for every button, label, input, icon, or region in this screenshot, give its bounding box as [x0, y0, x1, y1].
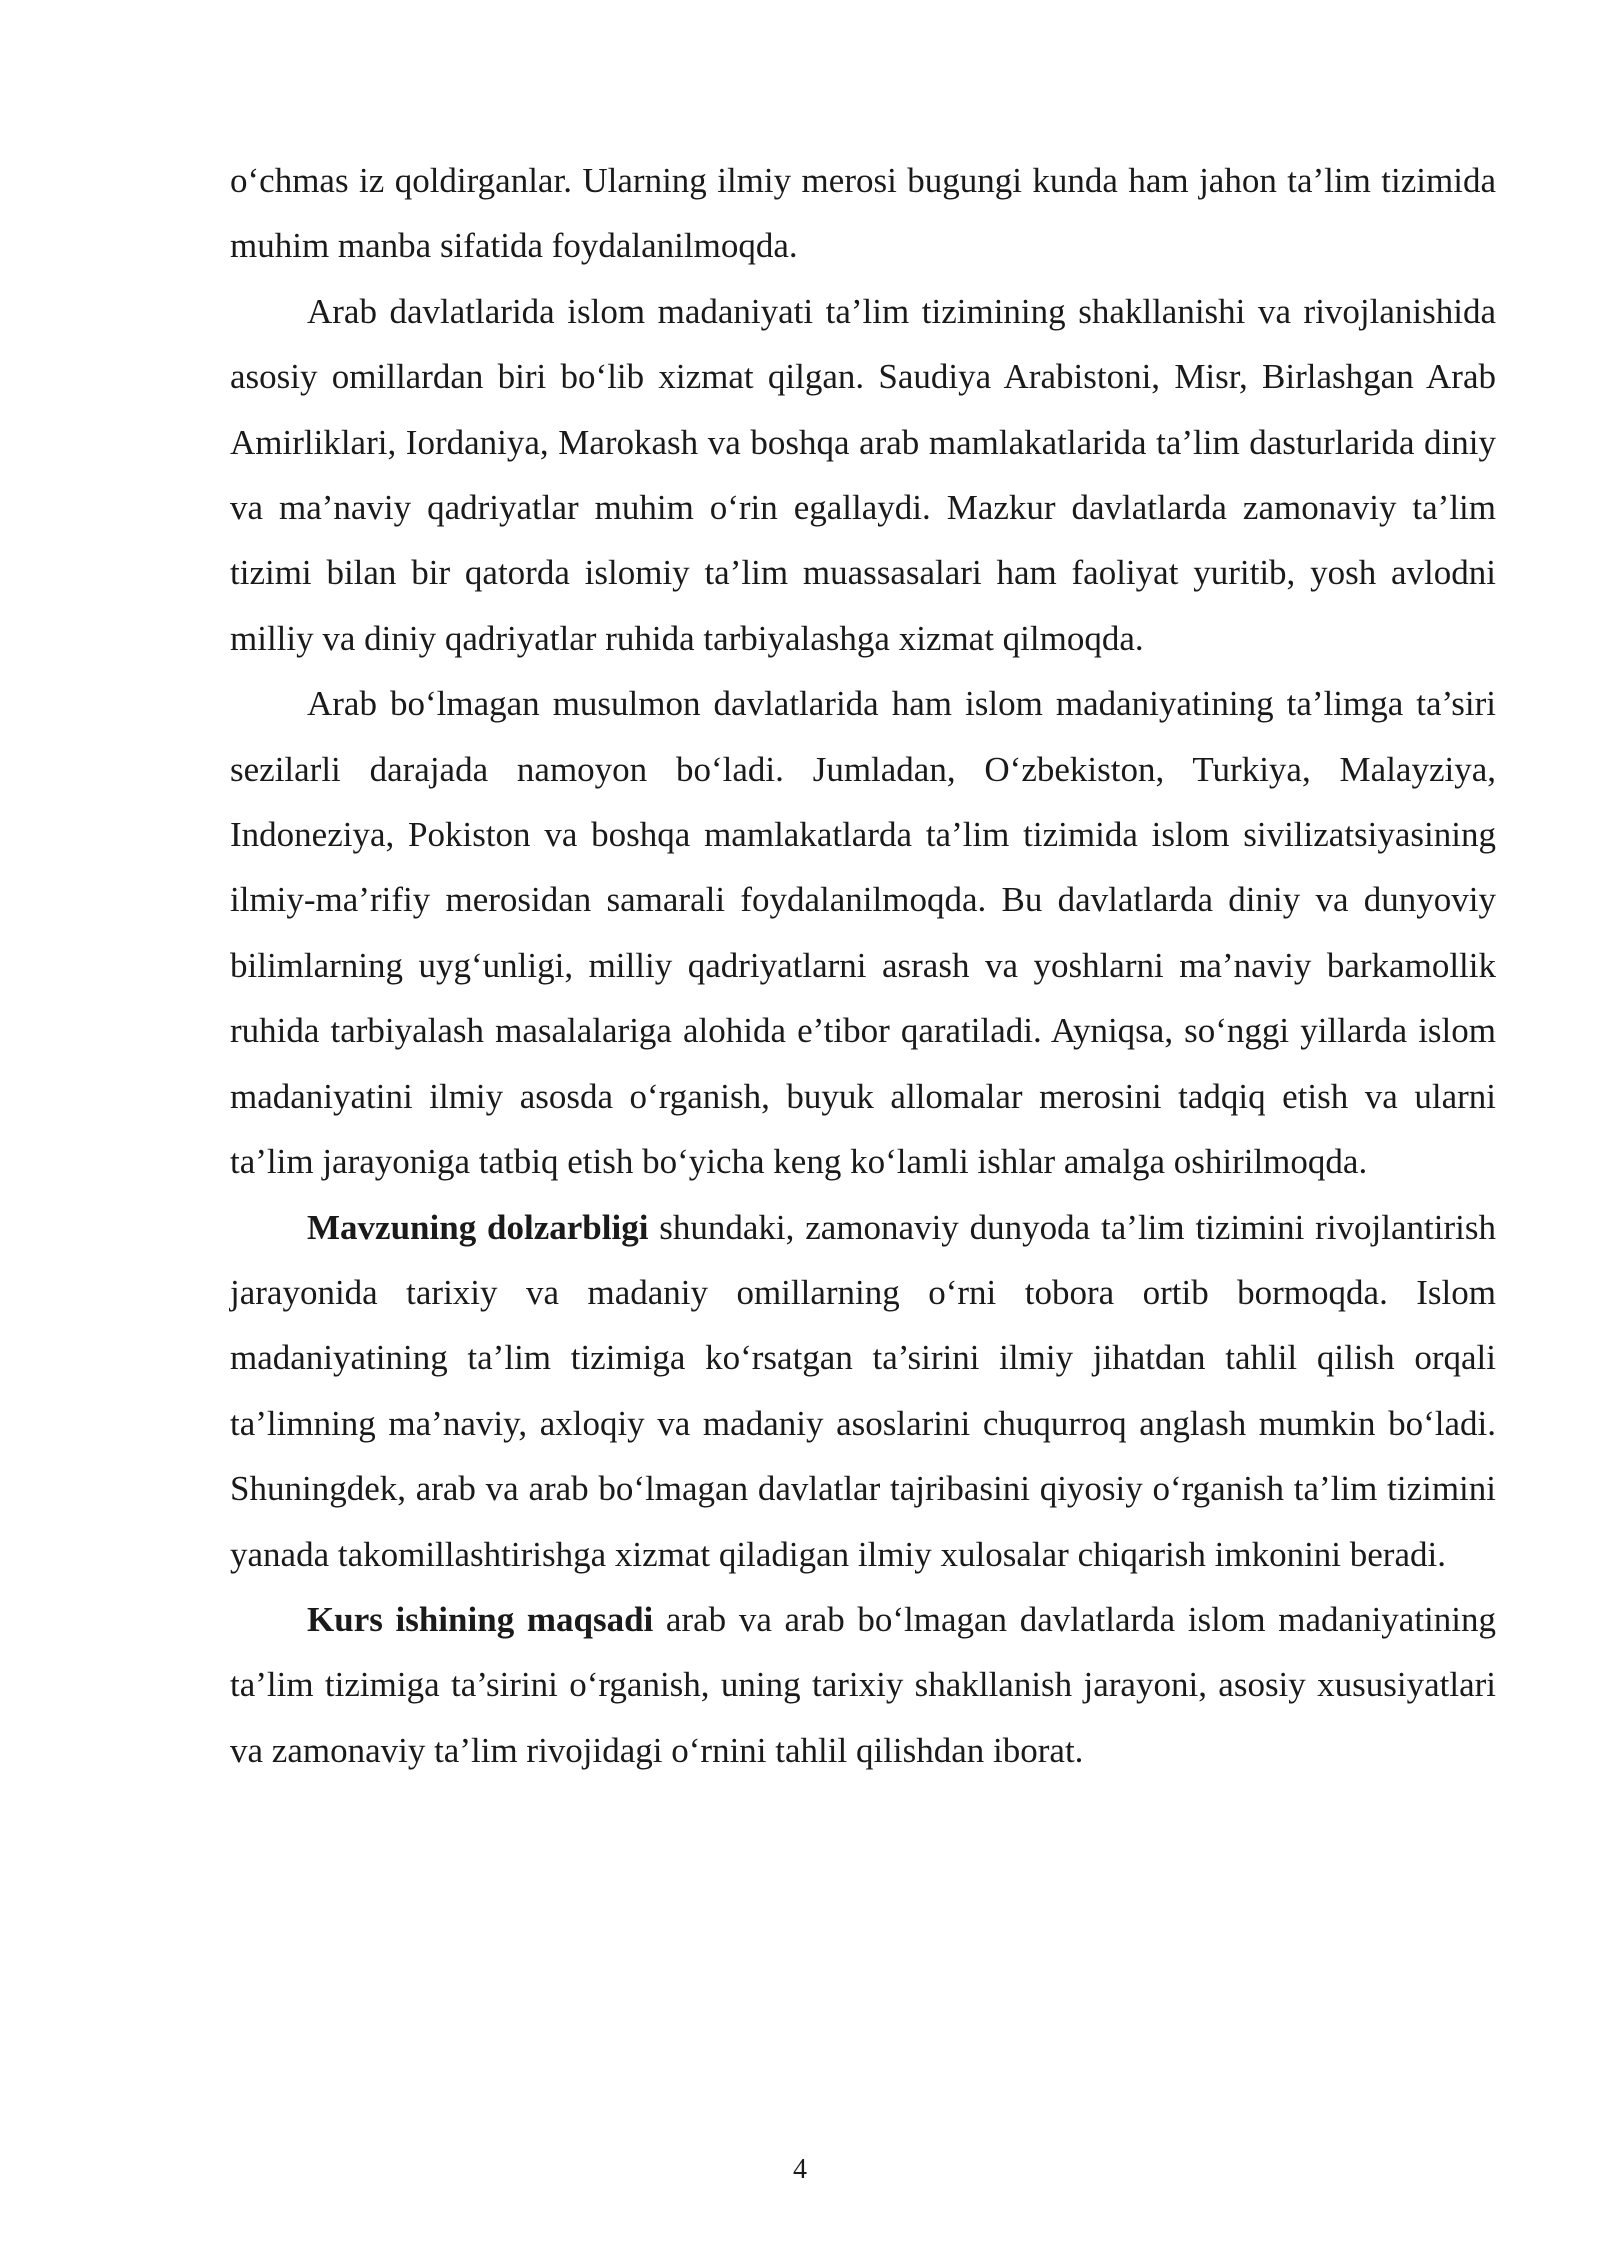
paragraph-lead-term: Kurs ishining maqsadi [307, 1599, 654, 1639]
paragraph-relevance [230, 1195, 1496, 1587]
paragraph-arab-countries [230, 279, 1496, 671]
page-number: 4 [793, 2154, 807, 2185]
paragraph-text: arab va arab bo‘lmagan davlatlarda islom madaniyatining ta’lim tizimiga ta’sirini o‘rganish, uning tarixiy shakllanish jarayoni, asosiy xususiyatlari va zamonaviy ta’lim rivojidagi o‘rnini tahlil qilishdan iborat. [230, 1599, 1497, 1770]
paragraph-continuation [230, 148, 1496, 279]
paragraph-goal [230, 1587, 1496, 1783]
paragraph-non-arab-countries [230, 671, 1496, 1194]
paragraph-text: shundaki, zamonaviy dunyoda ta’lim tizimini rivojlantirish jarayonida tarixiy va madaniy omillarning o‘rni tobora ortib bormoqda. Islom madaniyatining ta’lim tizimiga ko‘rsatgan ta’sirini ilmiy jihatdan tahlil qilish orqali ta’limning ma’naviy, axloqiy va madaniy asoslarini chuqurroq anglash mumkin bo‘ladi. Shuningdek, arab va arab bo‘lmagan davlatlar tajribasini qiyosiy o‘rganish ta’lim tizimini yanada takomillashtirishga xizmat qiladigan ilmiy xulosalar chiqarish imkonini beradi. [230, 1207, 1496, 1574]
paragraph-lead-term: Mavzuning dolzarbligi [307, 1207, 649, 1247]
paragraph-text: Arab davlatlarida islom madaniyati ta’lim tizimining shakllanishi va rivojlanishida asosiy omillardan biri bo‘lib xizmat qilgan. Saudiya Arabistoni, Misr, Birlashgan Arab Amirliklari, Iordaniya, Marokash va boshqa arab mamlakatlarida ta’lim dasturlarida diniy va ma’naviy qadriyatlar muhim o‘rin egallaydi. Mazkur davlatlarda zamonaviy ta’lim tizimi bilan bir qatorda islomiy ta’lim muassasalari ham faoliyat yuritib, yosh avlodni milliy va diniy qadriyatlar ruhida tarbiyalashga xizmat qilmoqda. [230, 291, 1496, 658]
document-page-body [230, 148, 1496, 1783]
paragraph-text: o‘chmas iz qoldirganlar. Ularning ilmiy merosi bugungi kunda ham jahon ta’lim tizimida muhim manba sifatida foydalanilmoqda. [230, 161, 1496, 266]
paragraph-text: Arab bo‘lmagan musulmon davlatlarida ham islom madaniyatining ta’limga ta’siri sezilarli darajada namoyon bo‘ladi. Jumladan, O‘zbekiston, Turkiya, Malayziya, Indoneziya, Pokiston va boshqa mamlakatlarda ta’lim tizimida islom sivilizatsiyasining ilmiy-ma’rifiy merosidan samarali foydalanilmoqda. Bu davlatlarda diniy va dunyoviy bilimlarning uyg‘unligi, milliy qadriyatlarni asrash va yoshlarni ma’naviy barkamollik ruhida tarbiyalash masalalariga alohida e’tibor qaratiladi. Ayniqsa, so‘nggi yillarda islom madaniyatini ilmiy asosda o‘rganish, buyuk allomalar merosini tadqiq etish va ularni ta’lim jarayoniga tatbiq etish bo‘yicha keng ko‘lamli ishlar amalga oshirilmoqda. [230, 684, 1496, 1182]
